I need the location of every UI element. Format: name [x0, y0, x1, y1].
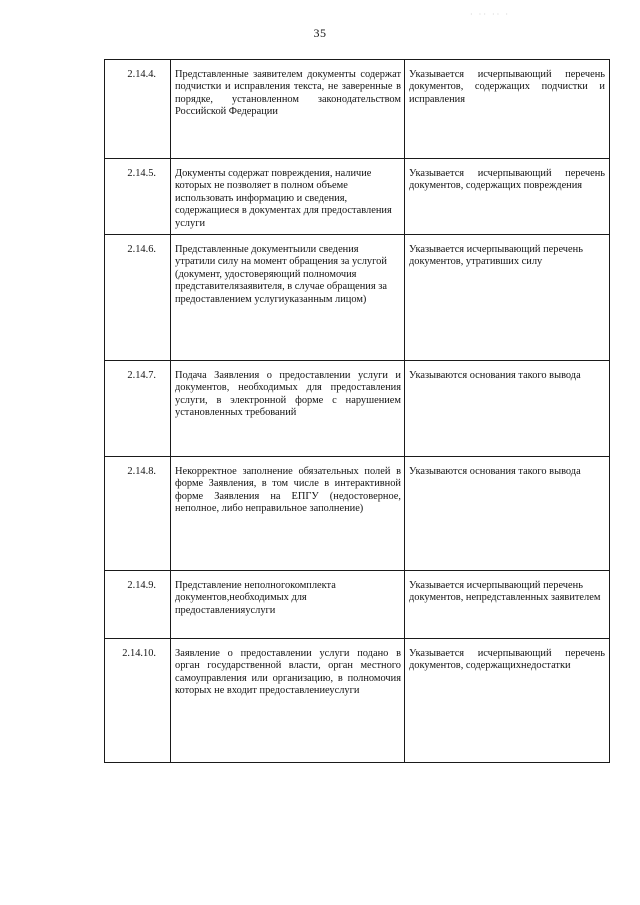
refusal-reason: Заявление о предоставлении услуги подано в орган государственной власти, орган местного самоуправления или организацию, в полномочия которых не входит предоставлениеуслуги [171, 639, 405, 763]
refusal-reason: Документы содержат повреждения, наличие которых не позволяет в полном объеме использовать информацию и сведения, содержащиеся в документах для предоставления услуги [171, 159, 405, 235]
table-row [105, 361, 610, 457]
table-row [105, 457, 610, 571]
refusal-reason: Представленные документыили сведения утратили силу на момент обращения за услугой (документ, удостоверяющий полномочия представителязаявителя, в случае обращения за предоставлением услугиуказанным лицом) [171, 235, 405, 361]
table-row [105, 60, 610, 159]
refusal-explanation: Указывается исчерпывающий перечень документов, содержащих повреждения [405, 159, 610, 235]
table-row [105, 235, 610, 361]
refusal-explanation: Указываются основания такого вывода [405, 457, 610, 571]
refusal-reason: Представление неполногокомплекта документов,необходимых для предоставленияуслуги [171, 571, 405, 639]
row-number: 2.14.6. [105, 235, 171, 361]
row-number: 2.14.8. [105, 457, 171, 571]
refusal-reason: Некорректное заполнение обязательных полей в форме Заявления, в том числе в интерактивной форме Заявления на ЕПГУ (недостоверное, неполное, либо неправильное заполнение) [171, 457, 405, 571]
scan-artifact: · ·· ·· · [470, 10, 510, 19]
table-row [105, 639, 610, 763]
refusal-explanation: Указывается исчерпывающий перечень документов, непредставленных заявителем [405, 571, 610, 639]
refusal-explanation: Указывается исчерпывающий перечень документов, содержащих подчистки и исправления [405, 60, 610, 159]
refusal-explanation: Указывается исчерпывающий перечень документов, содержащихнедостатки [405, 639, 610, 763]
row-number: 2.14.9. [105, 571, 171, 639]
table-row [105, 159, 610, 235]
refusal-reason: Представленные заявителем документы содержат подчистки и исправления текста, не заверенные в порядке, установленном законодательством Российской Федерации [171, 60, 405, 159]
refusal-explanation: Указывается исчерпывающий перечень документов, утративших силу [405, 235, 610, 361]
refusal-explanation: Указываются основания такого вывода [405, 361, 610, 457]
table-row [105, 571, 610, 639]
refusal-grounds-table [104, 59, 610, 763]
row-number: 2.14.10. [105, 639, 171, 763]
refusal-reason: Подача Заявления о предоставлении услуги и документов, необходимых для предоставления услуги, в электронной форме с нарушением установленных требований [171, 361, 405, 457]
page-number: 35 [313, 26, 327, 40]
row-number: 2.14.7. [105, 361, 171, 457]
row-number: 2.14.5. [105, 159, 171, 235]
row-number: 2.14.4. [105, 60, 171, 159]
